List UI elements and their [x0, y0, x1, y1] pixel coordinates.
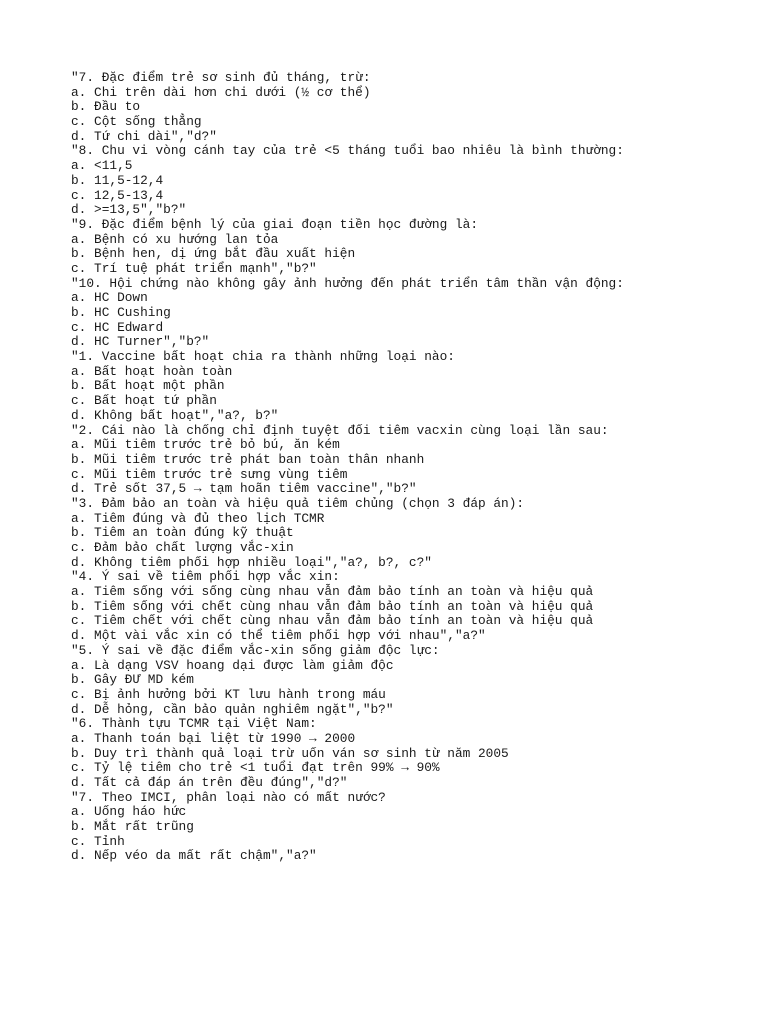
- text-line: "7. Đặc điểm trẻ sơ sinh đủ tháng, trừ:: [71, 70, 371, 85]
- text-line: c. Mũi tiêm trước trẻ sưng vùng tiêm: [71, 466, 348, 482]
- text-line: a. Bất hoạt hoàn toàn: [71, 363, 233, 379]
- text-line: c. Cột sống thẳng: [71, 114, 202, 130]
- text-line: a. Uống háo hức: [71, 804, 187, 820]
- text-line: "4. Ý sai về tiêm phối hợp vắc xin:: [71, 569, 340, 585]
- text-line: b. Bất hoạt một phần: [71, 378, 225, 394]
- text-line: "3. Đảm bảo an toàn và hiệu quả tiêm chủng (chọn 3 đáp án):: [71, 495, 525, 511]
- text-line: c. 12,5-13,4: [71, 187, 164, 203]
- text-line: b. Mũi tiêm trước trẻ phát ban toàn thân nhanh: [71, 451, 425, 467]
- text-line: a. HC Down: [71, 290, 148, 306]
- text-line: b. Tiêm an toàn đúng kỹ thuật: [71, 525, 294, 541]
- text-line: b. Mắt rất trũng: [71, 819, 194, 835]
- text-line: a. Bệnh có xu hướng lan tỏa: [71, 231, 279, 247]
- text-line: "2. Cái nào là chống chỉ định tuyệt đối tiêm vacxin cùng loại lần sau:: [71, 422, 609, 438]
- text-line: d. Một vài vắc xin có thể tiêm phối hợp với nhau","a?": [71, 628, 486, 644]
- text-line: c. Bất hoạt tứ phần: [71, 393, 217, 409]
- text-line: "6. Thành tựu TCMR tại Việt Nam:: [71, 716, 317, 732]
- text-line: a. Thanh toán bại liệt từ 1990 → 2000: [71, 730, 356, 746]
- text-line: c. Bị ảnh hưởng bởi KT lưu hành trong máu: [71, 686, 386, 702]
- text-line: b. Tiêm sống với chết cùng nhau vẫn đảm bảo tính an toàn và hiệu quả: [71, 598, 594, 614]
- text-line: c. Tỉnh: [71, 833, 125, 849]
- text-line: b. HC Cushing: [71, 305, 171, 320]
- text-line: "1. Vaccine bất hoạt chia ra thành những loại nào:: [71, 349, 455, 365]
- text-line: a. Tiêm đúng và đủ theo lịch TCMR: [71, 510, 325, 526]
- text-line: c. Đảm bảo chất lượng vắc-xin: [71, 540, 294, 555]
- text-line: d. Không tiêm phối hợp nhiều loại","a?, b?, c?": [71, 554, 432, 570]
- text-line: a. Mũi tiêm trước trẻ bỏ bú, ăn kém: [71, 437, 340, 453]
- text-line: d. Tất cả đáp án trên đều đúng","d?": [71, 775, 348, 790]
- text-line: "9. Đặc điểm bệnh lý của giai đoạn tiền học đường là:: [71, 216, 479, 232]
- text-line: a. Tiêm sống với sống cùng nhau vẫn đảm bảo tính an toàn và hiệu quả: [71, 584, 594, 600]
- text-line: b. Đầu to: [71, 99, 141, 115]
- text-line: c. Tỷ lệ tiêm cho trẻ <1 tuổi đạt trên 99% → 90%: [71, 760, 440, 776]
- text-line: b. Gây ĐƯ MD kém: [71, 672, 194, 688]
- text-line: d. HC Turner","b?": [71, 334, 210, 350]
- text-line: d. Trẻ sốt 37,5 → tạm hoãn tiêm vaccine","b?": [71, 481, 417, 497]
- text-line: c. Tiêm chết với chết cùng nhau vẫn đảm bảo tính an toàn và hiệu quả: [71, 613, 594, 629]
- text-line: "7. Theo IMCI, phân loại nào có mất nước?: [71, 789, 386, 805]
- document-body: [71, 71, 761, 864]
- text-line: c. Trí tuệ phát triển mạnh","b?": [71, 260, 317, 276]
- text-line: d. >=13,5","b?": [71, 202, 187, 218]
- text-line: d. Tứ chi dài","d?": [71, 128, 217, 144]
- text-line: c. HC Edward: [71, 319, 164, 335]
- text-line: b. Bệnh hen, dị ứng bắt đầu xuất hiện: [71, 246, 356, 262]
- text-line: "8. Chu vi vòng cánh tay của trẻ <5 tháng tuổi bao nhiêu là bình thường:: [71, 143, 624, 159]
- text-line: d. Không bất hoạt","a?, b?": [71, 407, 279, 423]
- text-line: d. Dễ hỏng, cần bảo quản nghiêm ngặt","b?": [71, 701, 394, 717]
- text-line: a. Là dạng VSV hoang dại được làm giảm độc: [71, 657, 394, 673]
- text-line: b. Duy trì thành quả loại trừ uốn ván sơ sinh từ năm 2005: [71, 745, 509, 761]
- text-line: b. 11,5-12,4: [71, 172, 164, 188]
- text-line: "5. Ý sai về đặc điểm vắc-xin sống giảm độc lực:: [71, 642, 440, 658]
- text-line: a. Chi trên dài hơn chi dưới (½ cơ thể): [71, 84, 371, 100]
- text-line: d. Nếp véo da mất rất chậm","a?": [71, 848, 317, 864]
- text-line: "10. Hội chứng nào không gây ảnh hưởng đến phát triển tâm thần vận động:: [71, 275, 624, 291]
- text-line: a. <11,5: [71, 158, 133, 174]
